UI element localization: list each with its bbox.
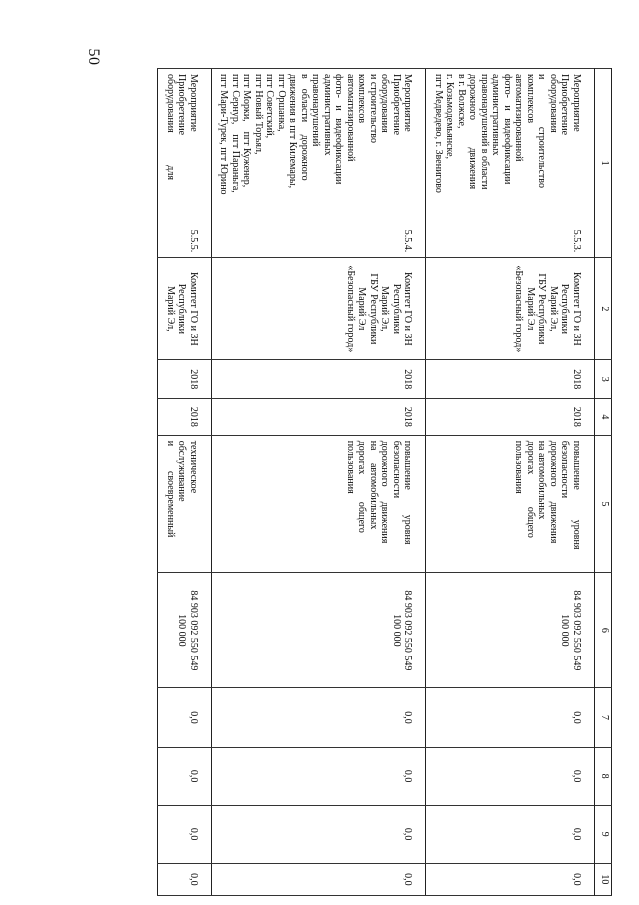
measure-title-line: [188, 74, 200, 252]
expected-result-line: и своевременный: [165, 440, 176, 538]
measure-title-line: дорожного движения: [467, 74, 479, 190]
table-row: [426, 69, 595, 896]
budget-code-line: 100 000: [559, 614, 571, 647]
measure-code: 5.5.3.: [571, 229, 582, 253]
measure-title-line: и строительство: [536, 74, 548, 188]
executor-line: Комитет ГО и ЗН: [571, 272, 582, 346]
budget-code-cell: [426, 573, 595, 688]
expected-result-line: дорожного движения: [548, 440, 559, 544]
executor-line: Марий Эл,: [165, 286, 176, 332]
measure-title-line: движения в пгт Килемары,: [287, 74, 299, 189]
amount-cell: 0,0: [158, 688, 212, 747]
amount-cell: 0,0: [426, 863, 595, 895]
start-year-cell: 2018: [212, 360, 427, 399]
measure-title-line: автоматизированной: [513, 74, 525, 162]
expected-result-line: повышение уровня: [571, 440, 582, 550]
budget-code-cell: [212, 573, 427, 688]
expected-result-line: дорогах общего: [356, 440, 368, 533]
measure-title-line: и строительство: [368, 74, 379, 143]
amount-cell: 0,0: [158, 747, 212, 805]
measures-table: [158, 68, 613, 896]
amount-cell: 0,0: [426, 747, 595, 805]
measure-title-line: в области дорожного: [299, 74, 310, 181]
executor-line: Комитет ГО и ЗН: [402, 272, 414, 346]
measure-code: 5.5.4.: [402, 229, 414, 253]
expected-result-line: пользования: [513, 440, 525, 494]
executor-line: Марий Эл,: [379, 286, 391, 332]
measure-title-line: Приобретение: [391, 74, 402, 136]
budget-code-line: 84 903 092 550 549: [188, 590, 199, 671]
executor-line: Республики: [176, 283, 188, 334]
column-number-row: [595, 69, 612, 896]
executor-cell: [158, 258, 212, 360]
measure-title-line: административных: [322, 74, 333, 156]
measure-title-line: оборудования для: [165, 74, 176, 180]
expected-result-line: на автомобильных: [536, 440, 548, 520]
measure-title-text: Мероприятие: [188, 74, 199, 132]
budget-code-line: 84 903 092 550 549: [571, 590, 582, 671]
column-header: 1: [595, 69, 612, 258]
column-header: 2: [595, 258, 612, 360]
measure-title-line: административных: [490, 74, 502, 156]
executor-line: Республики: [559, 283, 571, 334]
executor-line: «Безопасный город»: [345, 265, 356, 353]
executor-line: Марий Эл: [356, 287, 368, 331]
column-header: 7: [595, 688, 612, 747]
measure-title-line: пгт Морки, пгт Куженер,: [241, 74, 253, 188]
measure-title-line: пгт Мари-Турек, пгт Юрино: [218, 74, 230, 195]
column-header: 5: [595, 435, 612, 573]
measure-title-line: г. Козьмодемьянске,: [444, 74, 456, 160]
start-year-cell: 2018: [426, 360, 595, 399]
measure-title-line: [571, 74, 583, 252]
measure-title-line: в г. Волжске,: [456, 74, 467, 129]
budget-code-line: 100 000: [176, 614, 188, 647]
column-header: 8: [595, 747, 612, 805]
measure-title-line: оборудования: [379, 74, 391, 133]
measure-title-line: пгт Медведево, г. Звенигово: [433, 74, 444, 193]
amount-cell: 0,0: [212, 688, 427, 747]
column-header: 3: [595, 360, 612, 399]
amount-cell: 0,0: [426, 805, 595, 863]
measure-title-line: пгт Сернур, пгт Параньга,: [230, 74, 241, 193]
expected-result-line: безопасности: [391, 440, 402, 499]
measure-title-text: Мероприятие: [571, 74, 582, 132]
page-number: 50: [85, 48, 102, 66]
executor-line: ГБУ Республики: [368, 273, 379, 345]
amount-cell: 0,0: [426, 688, 595, 747]
expected-result-cell: [212, 435, 427, 573]
measure-title-line: оборудования: [548, 74, 559, 133]
measure-title-line: пгт Оршанка,: [276, 74, 287, 132]
executor-line: ГБУ Республики: [536, 273, 548, 345]
measure-title-line: фото- и видеофиксации: [502, 74, 513, 185]
rotated-table-sheet: [122, 68, 612, 896]
measure-title-line: автоматизированной: [345, 74, 356, 162]
measure-title-line: фото- и видеофиксации: [333, 74, 345, 185]
expected-result-line: повышение уровня: [402, 440, 414, 545]
executor-cell: [212, 258, 427, 360]
measure-title-line: [402, 74, 414, 252]
expected-result-cell: [426, 435, 595, 573]
budget-code-line: 84 903 092 550 549: [402, 590, 414, 671]
end-year-cell: 2018: [426, 399, 595, 436]
end-year-cell: 2018: [212, 399, 427, 436]
measure-code: 5.5.5.: [188, 229, 199, 253]
table-row: [212, 69, 427, 896]
start-year-cell: 2018: [158, 360, 212, 399]
measure-title-line: пгт Новый Торъял,: [253, 74, 264, 155]
amount-cell: 0,0: [158, 805, 212, 863]
executor-line: Марий Эл: [525, 287, 536, 331]
expected-result-line: дорожного движения: [379, 440, 391, 544]
amount-cell: 0,0: [158, 863, 212, 895]
measure-cell: [426, 69, 595, 258]
measure-title-line: комплексов: [525, 74, 536, 124]
column-header: 4: [595, 399, 612, 436]
expected-result-line: безопасности: [559, 440, 571, 499]
expected-result-line: на автомобильных: [368, 440, 379, 530]
executor-cell: [426, 258, 595, 360]
amount-cell: 0,0: [212, 747, 427, 805]
executor-line: Марий Эл,: [548, 286, 559, 332]
expected-result-line: обслуживание: [176, 440, 188, 502]
expected-result-line: техническое: [188, 440, 199, 494]
measure-title-line: правонарушений: [310, 74, 322, 147]
measure-cell: [158, 69, 212, 258]
column-header: 10: [595, 863, 612, 895]
executor-line: Комитет ГО и ЗН: [188, 272, 199, 346]
measure-title-line: пгт Советский,: [264, 74, 276, 139]
measure-title-line: комплексов: [356, 74, 368, 124]
column-header: 9: [595, 805, 612, 863]
measure-title-line: правонарушений в области: [479, 74, 490, 190]
measure-title-line: Приобретение: [559, 74, 571, 136]
measure-cell: [212, 69, 427, 258]
expected-result-cell: [158, 435, 212, 573]
column-header: 6: [595, 573, 612, 688]
executor-line: «Безопасный город»: [513, 265, 525, 353]
budget-code-cell: [158, 573, 212, 688]
measure-title-line: Приобретение: [176, 74, 188, 136]
measure-title-text: Мероприятие: [402, 74, 414, 132]
budget-code-line: 100 000: [391, 614, 402, 647]
expected-result-line: пользования: [345, 440, 356, 494]
expected-result-line: дорогах общего: [525, 440, 536, 538]
end-year-cell: 2018: [158, 399, 212, 436]
amount-cell: 0,0: [212, 805, 427, 863]
amount-cell: 0,0: [212, 863, 427, 895]
executor-line: Республики: [391, 283, 402, 334]
table-row: [158, 69, 212, 896]
